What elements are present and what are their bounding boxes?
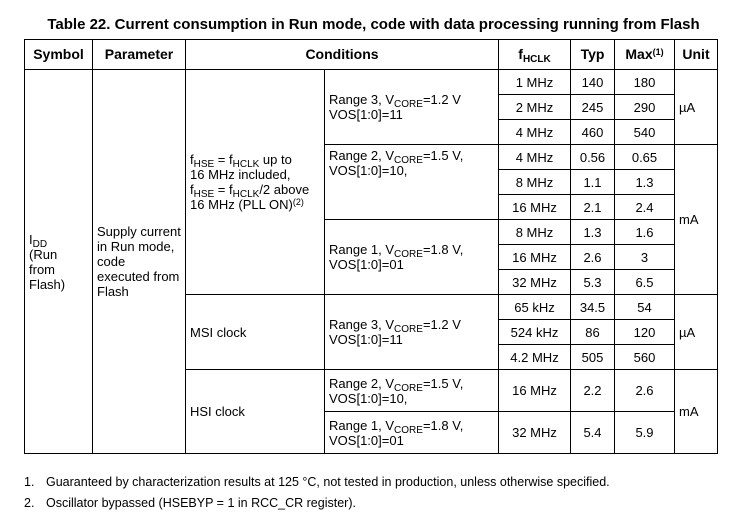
unit-cell: µA [675,70,718,145]
unit-cell: mA [675,145,718,295]
header-max: Max$^{(1)}$ [615,40,675,70]
header-typ: Typ [571,40,615,70]
hsi-range1-condition: Range 1, $V_{CORE}=1.8$ V, VOS[1:0]=01 [325,412,499,454]
table-row: 8 MHz 1.1 1.3 [25,170,718,195]
table-row: MSI clock Range 3, $V_{CORE}=1.2$ V VOS[1:0]=11 65 kHz 34.5 54 µA [25,295,718,320]
unit-cell: mA [675,370,718,454]
header-row [25,40,718,70]
header-conditions: Conditions [186,40,499,70]
table-row: Range 2, $V_{CORE}=1.5$ V, VOS[1:0]=10, 4 MHz 0.56 0.65 mA [25,145,718,170]
table-title: Table 22. Current consumption in Run mode, code with data processing running from Flash [47,16,700,33]
unit-cell: µA [675,295,718,370]
range2-condition: Range 2, $V_{CORE}=1.5$ V, VOS[1:0]=10, [325,145,499,220]
table-row: 4 MHz 460 540 [25,120,718,145]
table-row: 524 kHz 86 120 [25,320,718,345]
table-row: 4.2 MHz 505 560 [25,345,718,370]
hsi-condition-cell: HSI clock [186,370,325,454]
symbol-cell: $I_{DD}$ (Run from Flash) [25,70,93,454]
table-row: Range 1, $V_{CORE}=1.8$ V, VOS[1:0]=01 32 MHz 5.4 5.9 [25,412,718,454]
table-row: 16 MHz 2.6 3 [25,245,718,270]
footnote-2: 2. Oscillator bypassed (HSEBYP = 1 in RCC_CR register). [24,496,356,510]
table-row: Range 1, $V_{CORE}=1.8$ V, VOS[1:0]=01 8 MHz 1.3 1.6 [25,220,718,245]
range1-condition: Range 1, $V_{CORE}=1.8$ V, VOS[1:0]=01 [325,220,499,295]
msi-range3-condition: Range 3, $V_{CORE}=1.2$ V VOS[1:0]=11 [325,295,499,370]
range3-condition: Range 3, $V_{CORE}=1.2$ V VOS[1:0]=11 [325,70,499,145]
hsi-range2-condition: Range 2, $V_{CORE}=1.5$ V, VOS[1:0]=10, [325,370,499,412]
table-row: HSI clock Range 2, $V_{CORE}=1.5$ V, VOS[1:0]=10, 16 MHz 2.2 2.6 mA [25,370,718,412]
msi-condition-cell: MSI clock [186,295,325,370]
table-row: 32 MHz 5.3 6.5 [25,270,718,295]
table-row: 16 MHz 2.1 2.4 [25,195,718,220]
header-parameter: Parameter [93,40,186,70]
header-fhclk: $f_{HCLK}$ [499,40,571,70]
table-row: $I_{DD}$ (Run from Flash) Supply current in Run mode, code executed from Flash $f_{HSE} = f_{HCLK}$ up to 16 MHz included, $f_{HSE} = f_{HCLK}/2$ above 16 MHz (PLL ON)$^{(2)}$ Range 3, $V_{CORE}=1.2$ V VOS[1:0]=11 1 MHz 140 180 µA [25,70,718,95]
current-consumption-table [24,39,718,454]
hse-condition-cell: $f_{HSE} = f_{HCLK}$ up to 16 MHz included, $f_{HSE} = f_{HCLK}/2$ above 16 MHz (PLL ON)$^{(2)}$ [186,70,325,295]
table-row: 2 MHz 245 290 [25,95,718,120]
header-symbol: Symbol [25,40,93,70]
footnote-1: 1. Guaranteed by characterization results at 125 °C, not tested in production, unless otherwise specified. [24,475,610,489]
parameter-cell: Supply current in Run mode, code executed from Flash [93,70,186,454]
header-unit: Unit [675,40,718,70]
